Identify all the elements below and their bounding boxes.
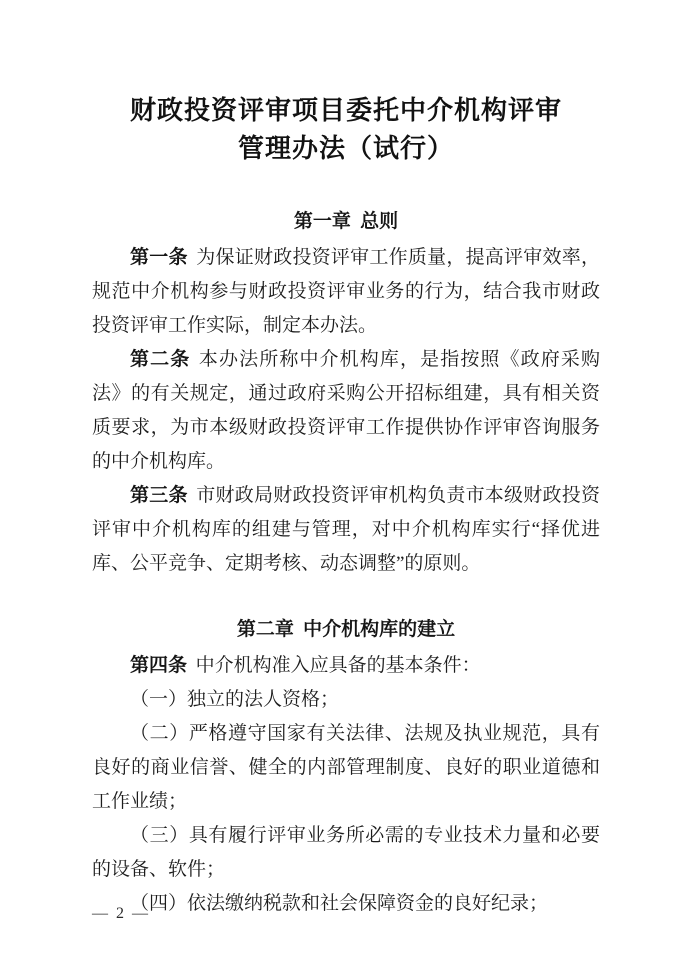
article-1-number: 第一条	[130, 247, 188, 268]
document-title-line1: 财政投资评审项目委托中介机构评审	[129, 95, 562, 125]
article-3-text: 市财政局财政投资评审机构负责市本级财政投资评审中介机构库的组建与管理，对中介机构库实行“择优进库、公平竞争、定期考核、动态调整”的原则。	[92, 485, 600, 574]
article-3-paragraph	[92, 479, 600, 581]
article-1-paragraph	[92, 241, 600, 343]
chapter-2-heading: 第二章 中介机构库的建立	[236, 619, 456, 640]
article-1-text: 为保证财政投资评审工作质量，提高评审效率，规范中介机构参与财政投资评审业务的行为，结合我市财政投资评审工作实际，制定本办法。	[92, 247, 600, 336]
article-2-number: 第二条	[130, 349, 191, 370]
article-2-text: 本办法所称中介机构库，是指按照《政府采购法》的有关规定，通过政府采购公开招标组建，具有相关资质要求，为市本级财政投资评审工作提供协作评审咨询服务的中介机构库。	[92, 349, 600, 472]
chapter-1-heading: 第一章 总则	[293, 211, 399, 232]
condition-item-4: （四）依法缴纳税款和社会保障资金的良好纪录；	[130, 893, 549, 914]
condition-item-1: （一）独立的法人资格；	[130, 689, 340, 710]
article-4-text: 中介机构准入应具备的基本条件：	[195, 655, 481, 676]
condition-item-2: （二）严格遵守国家有关法律、法规及执业规范，具有良好的商业信誉、健全的内部管理制度、良好的职业道德和工作业绩；	[92, 723, 600, 812]
condition-item-3: （三）具有履行评审业务所必需的专业技术力量和必要的设备、软件；	[92, 825, 600, 880]
document-title	[92, 91, 600, 167]
article-4-number: 第四条	[130, 655, 188, 676]
page-number: — 2 —	[92, 905, 150, 922]
article-2-paragraph	[92, 343, 600, 479]
article-3-number: 第三条	[130, 485, 188, 506]
article-4-paragraph	[92, 649, 600, 683]
document-title-line2: 管理办法（试行）	[237, 133, 454, 163]
